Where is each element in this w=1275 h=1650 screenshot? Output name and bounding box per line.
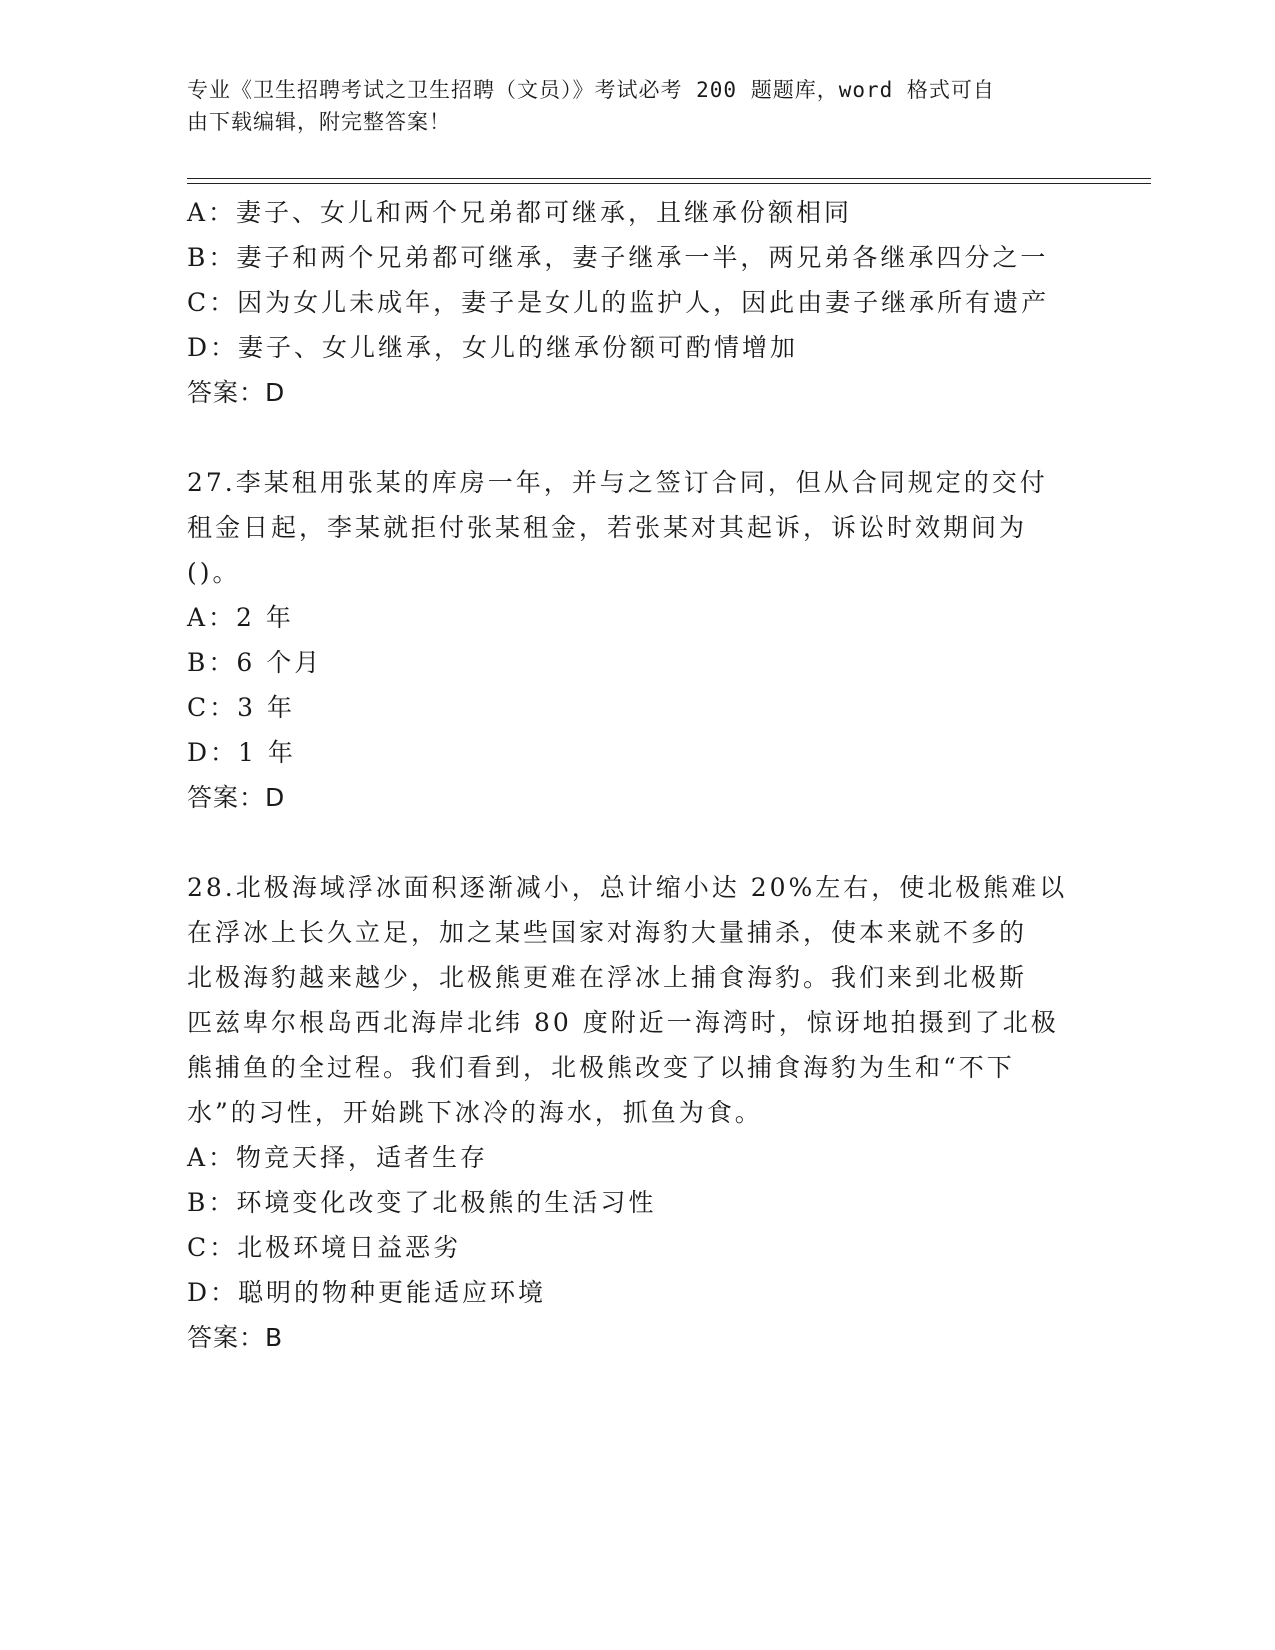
option-c: C：因为女儿未成年，妻子是女儿的监护人，因此由妻子继承所有遗产 — [187, 288, 1050, 317]
option-c: C：北极环境日益恶劣 — [187, 1233, 462, 1262]
option-a: A：2 年 — [187, 603, 294, 632]
option-b: B：6 个月 — [187, 648, 323, 677]
option-b: B：环境变化改变了北极熊的生活习性 — [187, 1188, 657, 1217]
question-28 — [187, 865, 1087, 1360]
question-stem-line: ()。 — [187, 558, 241, 587]
option-d: D：妻子、女儿继承，女儿的继承份额可酌情增加 — [187, 333, 799, 362]
header-line: 专业《卫生招聘考试之卫生招聘（文员）》考试必考 200 题题库，word 格式可自 — [187, 78, 995, 102]
answer: 答案：D — [187, 378, 286, 407]
header-divider — [187, 183, 1151, 184]
option-d: D：聪明的物种更能适应环境 — [187, 1278, 547, 1307]
question-stem-line: 水”的习性，开始跳下冰冷的海水，抓鱼为食。 — [187, 1098, 763, 1127]
header-line: 由下载编辑，附完整答案！ — [187, 110, 451, 134]
option-c: C：3 年 — [187, 693, 295, 722]
option-a: A：妻子、女儿和两个兄弟都可继承，且继承份额相同 — [187, 198, 853, 227]
document-header — [187, 74, 1067, 138]
question-stem-line: 27.李某租用张某的库房一年，并与之签订合同，但从合同规定的交付 — [187, 468, 1048, 497]
answer: 答案：B — [187, 1323, 284, 1352]
question-stem-line: 北极海豹越来越少，北极熊更难在浮冰上捕食海豹。我们来到北极斯 — [187, 963, 1028, 992]
document-body — [187, 190, 1087, 1360]
option-a: A：物竞天择，适者生存 — [187, 1143, 489, 1172]
question-stem-line: 28.北极海域浮冰面积逐渐减小，总计缩小达 20%左右，使北极熊难以 — [187, 873, 1068, 902]
question-stem-line: 熊捕鱼的全过程。我们看到，北极熊改变了以捕食海豹为生和“不下 — [187, 1053, 1015, 1082]
option-b: B：妻子和两个兄弟都可继承，妻子继承一半，两兄弟各继承四分之一 — [187, 243, 1049, 272]
question-26 — [187, 190, 1087, 415]
option-d: D：1 年 — [187, 738, 296, 767]
question-stem-line: 租金日起，李某就拒付张某租金，若张某对其起诉，诉讼时效期间为 — [187, 513, 1028, 542]
header-divider — [187, 178, 1151, 179]
question-27 — [187, 460, 1087, 820]
answer: 答案：D — [187, 783, 286, 812]
question-stem-line: 在浮冰上长久立足，加之某些国家对海豹大量捕杀，使本来就不多的 — [187, 918, 1028, 947]
question-stem-line: 匹兹卑尔根岛西北海岸北纬 80 度附近一海湾时，惊讶地拍摄到了北极 — [187, 1008, 1059, 1037]
